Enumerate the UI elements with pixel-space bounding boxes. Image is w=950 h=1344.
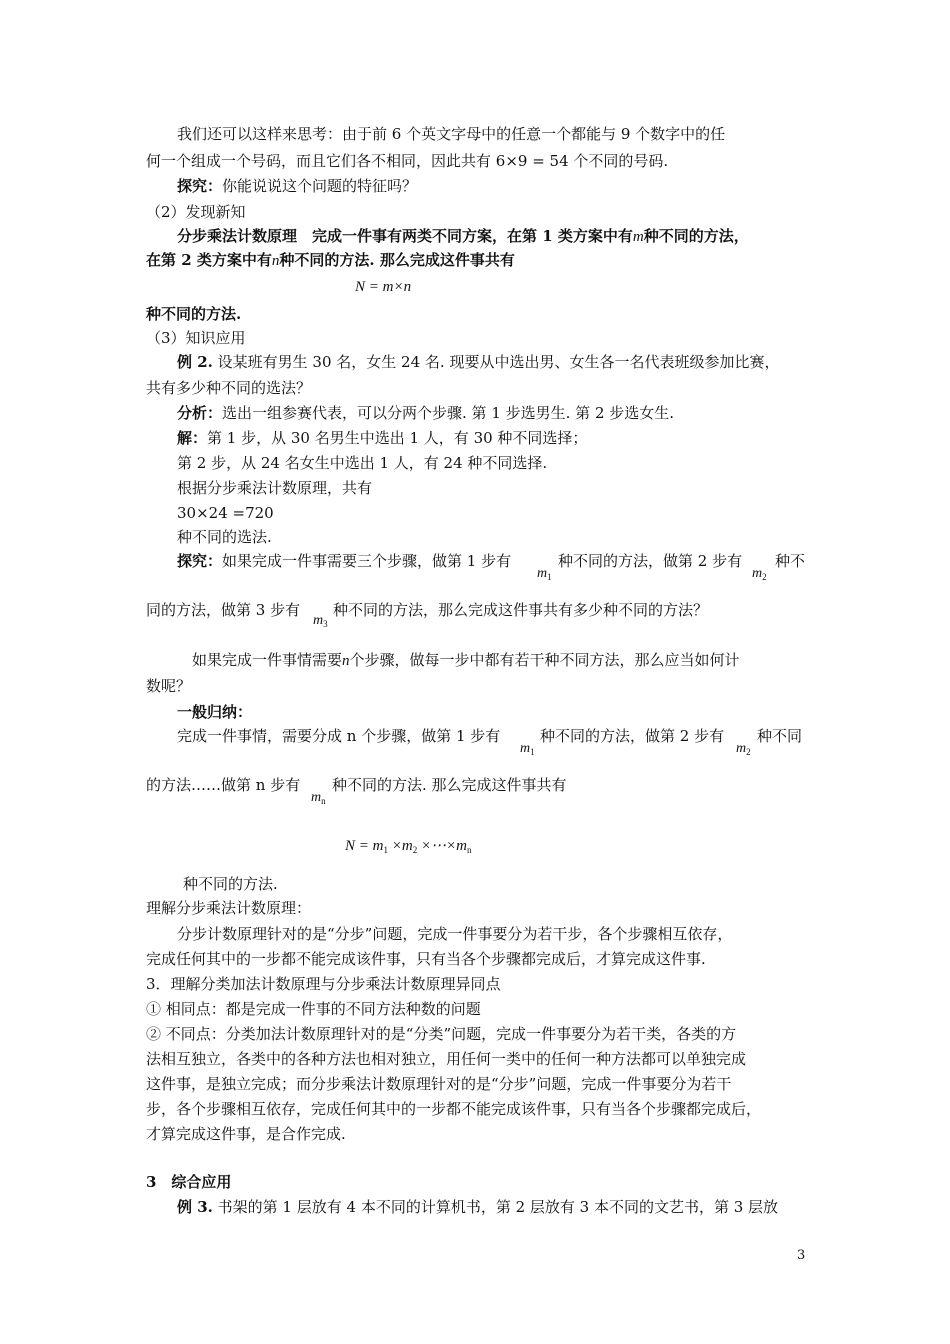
principle-line-1 xyxy=(177,226,749,247)
solution-line-3: 根据分步乘法计数原理，共有 xyxy=(177,479,373,497)
example-2-line-1 xyxy=(177,352,779,372)
section-3-heading: （3）知识应用 xyxy=(146,329,246,347)
example-2-text: 设某班有男生 30 名，女生 24 名. 现要从中选出男、女生各一名代表班级参加比赛， xyxy=(212,353,780,371)
understand-line-1: 分步计数原理针对的是“分步”问题，完成一件事要分为若干步，各个步骤相互依存， xyxy=(177,925,733,943)
analysis xyxy=(177,403,674,423)
general-text-d: 的方法……做第 n 步有 xyxy=(146,776,301,794)
solution-line-1 xyxy=(177,428,587,448)
principle-text-a: 分步乘法计数原理 完成一件事有两类不同方案，在第 1 类方案中有 xyxy=(177,227,633,245)
same-point: ① 相同点：都是完成一件事的不同方法种数的问题 xyxy=(146,1000,481,1018)
formula-n-equals-m-times-n: N = m×n xyxy=(355,279,412,295)
example-3-text: 书架的第 1 层放有 4 本不同的计算机书，第 2 层放有 3 本不同的文艺书，第 3 层放 xyxy=(212,1198,779,1216)
diff-line-3: 这件事，是独立完成；而分步乘法计数原理针对的是“分步”问题，完成一件事要分为若干 xyxy=(146,1075,732,1093)
general-text-e: 种不同的方法. 那么完成这件事共有 xyxy=(332,776,567,794)
analysis-label: 分析： xyxy=(177,404,223,422)
page-number: 3 xyxy=(797,1248,806,1263)
solution-text-1: 第 1 步，从 30 名男生中选出 1 人，有 30 种不同选择； xyxy=(207,429,588,447)
explore-2-text-b: 种不同的方法，做第 2 步有 xyxy=(558,552,743,570)
general-heading: 一般归纳： xyxy=(177,703,253,721)
principle-text-c: 在第 2 类方案中有 xyxy=(146,251,272,269)
diff-line-4: 步，各个步骤相互依存，完成任何其中的一步都不能完成该件事，只有当各个步骤都完成后， xyxy=(146,1100,762,1118)
compare-heading: 3．理解分类加法计数原理与分步乘法计数原理异同点 xyxy=(146,975,501,993)
example-3-label: 例 3. xyxy=(177,1198,213,1216)
explore-1-label: 探究： xyxy=(177,177,223,195)
principle-line-2 xyxy=(146,250,515,271)
example-2-line-2: 共有多少种不同的选法？ xyxy=(146,379,312,397)
section-2-heading: （2）发现新知 xyxy=(146,203,246,221)
principle-text-d: 种不同的方法. 那么完成这件事共有 xyxy=(279,251,515,269)
principle-text-b: 种不同的方法， xyxy=(643,227,749,245)
general-text-c: 种不同 xyxy=(757,727,803,745)
diff-line-2: 法相互独立，各类中的各种方法也相对独立，用任何一类中的任何一种方法都可以单独完成 xyxy=(146,1050,747,1068)
var-m2-general: $m_2$ xyxy=(736,741,751,757)
explore-2-text-d: 同的方法，做第 3 步有 xyxy=(146,601,301,619)
var-m1-general: $m_1$ xyxy=(520,741,535,757)
explore-2-line-1 xyxy=(177,551,511,571)
explore-2-label: 探究： xyxy=(177,552,223,570)
explore-2-text-e: 种不同的方法，那么完成这件事共有多少种不同的方法？ xyxy=(333,601,709,619)
diff-line-1: ② 不同点：分类加法计数原理针对的是“分类”问题，完成一件事要分为若干类，各类的方 xyxy=(146,1025,737,1043)
var-m2: $m_2$ xyxy=(752,566,767,582)
section-comprehensive-heading: 3 综合应用 xyxy=(146,1173,232,1191)
solution-line-5: 种不同的选法. xyxy=(177,528,272,546)
question-line-2: 数呢？ xyxy=(146,677,192,695)
var-m1: $m_1$ xyxy=(537,566,552,582)
var-mn: $m_n$ xyxy=(311,790,326,806)
example-2-label: 例 2. xyxy=(177,353,213,371)
diff-line-5: 才算完成这件事，是合作完成. xyxy=(146,1125,346,1143)
explore-1 xyxy=(177,176,417,196)
explore-2-text-c: 种不 xyxy=(775,552,806,570)
understand-heading: 理解分步乘法计数原理： xyxy=(146,899,312,917)
solution-label: 解： xyxy=(177,429,208,447)
general-text-a: 完成一件事情，需要分成 n 个步骤，做第 1 步有 xyxy=(177,727,501,745)
principle-end: 种不同的方法. xyxy=(146,305,242,323)
explore-2-text-a: 如果完成一件事需要三个步骤，做第 1 步有 xyxy=(222,552,512,570)
para-intro-line-2: 何一个组成一个号码，而且它们各不相同，因此共有 6×9 = 54 个不同的号码. xyxy=(146,152,669,170)
formula-general-product: $N = m_1 \times m_2$ $\times\cdots\times m_n$ xyxy=(345,838,472,855)
analysis-text: 选出一组参赛代表，可以分两个步骤. 第 1 步选男生. 第 2 步选女生. xyxy=(222,404,675,422)
var-m3: $m_3$ xyxy=(313,613,328,629)
question-line-1: 如果完成一件事情需要n个步骤，做每一步中都有若干种不同方法，那么应当如何计 xyxy=(192,651,740,669)
solution-line-4: 30×24 =720 xyxy=(177,504,274,522)
explore-1-text: 你能说说这个问题的特征吗？ xyxy=(222,177,418,195)
general-text-b: 种不同的方法，做第 2 步有 xyxy=(540,727,725,745)
solution-line-2: 第 2 步，从 24 名女生中选出 1 人，有 24 种不同选择. xyxy=(177,454,548,472)
para-intro-line-1: 我们还可以这样来思考：由于前 6 个英文字母中的任意一个都能与 9 个数字中的任 xyxy=(177,125,726,143)
principle-var-n: n xyxy=(271,253,280,269)
understand-line-2: 完成任何其中的一步都不能完成该件事，只有当各个步骤都完成后，才算完成这件事. xyxy=(146,950,706,968)
example-3-line-1 xyxy=(177,1197,778,1217)
general-end: 种不同的方法. xyxy=(183,875,278,893)
principle-var-m: m xyxy=(632,229,644,245)
